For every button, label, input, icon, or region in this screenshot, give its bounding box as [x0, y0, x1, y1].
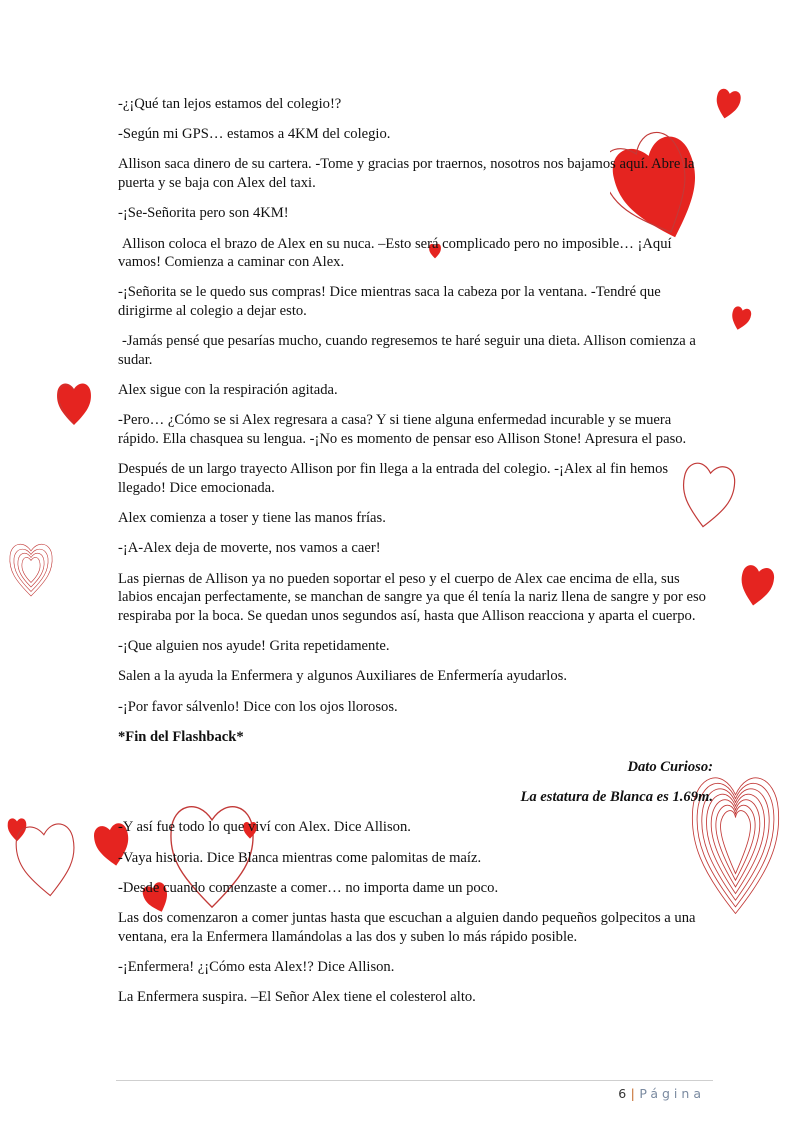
heart-icon	[714, 82, 742, 122]
paragraph: Allison saca dinero de su cartera. -Tome y gracias por traernos, nosotros nos bajamos aquí. Abre la puerta y se baja con Alex del taxi.	[118, 156, 695, 192]
paragraph: Alex comienza a toser y tiene las manos frías.	[118, 510, 386, 527]
paragraph: Alex sigue con la respiración agitada.	[118, 382, 338, 399]
page-number: 6	[618, 1086, 627, 1101]
heart-icon	[730, 300, 752, 334]
paragraph: -Vaya historia. Dice Blanca mientras come palomitas de maíz.	[118, 849, 482, 866]
page-label: Página	[639, 1086, 705, 1101]
paragraph: Allison coloca el brazo de Alex en su nuca. –Esto será complicado pero no imposible… ¡Aquí vamos! Comienza a caminar con Alex.	[118, 235, 672, 271]
paragraph: -¡Enfermera! ¿¡Cómo esta Alex!? Dice Allison.	[118, 959, 395, 975]
heart-icon	[738, 556, 776, 610]
paragraph: -¡Se-Señorita pero son 4KM!	[118, 205, 289, 222]
paragraph: -Desde cuando comenzaste a comer… no importa dame un poco.	[118, 879, 499, 896]
paragraph: -¡A-Alex deja de moverte, nos vamos a caer!	[118, 540, 381, 557]
paragraph: -Pero… ¿Cómo se si Alex regresara a casa? Y si tiene alguna enfermedad incurable y se muera rápido. Ella chasquea su lengua. -¡No es momento de pensar eso Allison Stone! Apresura el paso.	[118, 412, 687, 448]
paragraph: Las piernas de Allison ya no pueden soportar el peso y el cuerpo de Alex cae encima de ella, sus labios encajan perfectamente, se manchan de sangre ya que él tenía la nariz llena de sangre y por eso respiraba por la boca. Se quedan unos segundos así, hasta que Allison reacciona y aparta el cuerpo.	[118, 570, 706, 625]
heart-icon	[12, 800, 80, 910]
footer-separator: |	[630, 1086, 636, 1101]
paragraph: -¿¡Qué tan lejos estamos del colegio!?	[118, 96, 342, 112]
heart-icon	[54, 375, 94, 427]
paragraph: -Y así fue todo lo que viví con Alex. Dice Allison.	[118, 819, 411, 836]
section-marker: *Fin del Flashback*	[118, 728, 244, 745]
paragraph: La Enfermera suspira. –El Señor Alex tiene el colesterol alto.	[118, 989, 476, 1006]
paragraph: -¡Por favor sálvenlo! Dice con los ojos llorosos.	[118, 698, 398, 715]
fun-fact-heading: Dato Curioso:	[627, 759, 713, 776]
paragraph: -¡Que alguien nos ayude! Grita repetidamente.	[118, 638, 390, 655]
document-body	[118, 95, 713, 1018]
footer-divider	[116, 1080, 713, 1081]
paragraph: Las dos comenzaron a comer juntas hasta que escuchan a alguien dando pequeños golpecitos a una ventana, era la Enfermera llamándolas a las dos y suben lo más rápido posible.	[118, 910, 696, 945]
page-footer	[618, 1086, 705, 1101]
paragraph: -¡Señorita se le quedo sus compras! Dice mientras saca la cabeza por la ventana. -Tendré que dirigirme al colegio a dejar esto.	[118, 284, 661, 320]
paragraph: -Según mi GPS… estamos a 4KM del colegio.	[118, 126, 391, 143]
fun-fact-text: La estatura de Blanca es 1.69m.	[520, 789, 713, 806]
paragraph: -Jamás pensé que pesarías mucho, cuando regresemos te haré seguir una dieta. Allison comienza a sudar.	[118, 333, 696, 369]
heart-icon	[6, 525, 56, 607]
paragraph: Después de un largo trayecto Allison por fin llega a la entrada del colegio. -¡Alex al fin hemos llegado! Dice emocionada.	[118, 461, 669, 497]
paragraph: Salen a la ayuda la Enfermera y algunos Auxiliares de Enfermería ayudarlos.	[118, 668, 567, 685]
